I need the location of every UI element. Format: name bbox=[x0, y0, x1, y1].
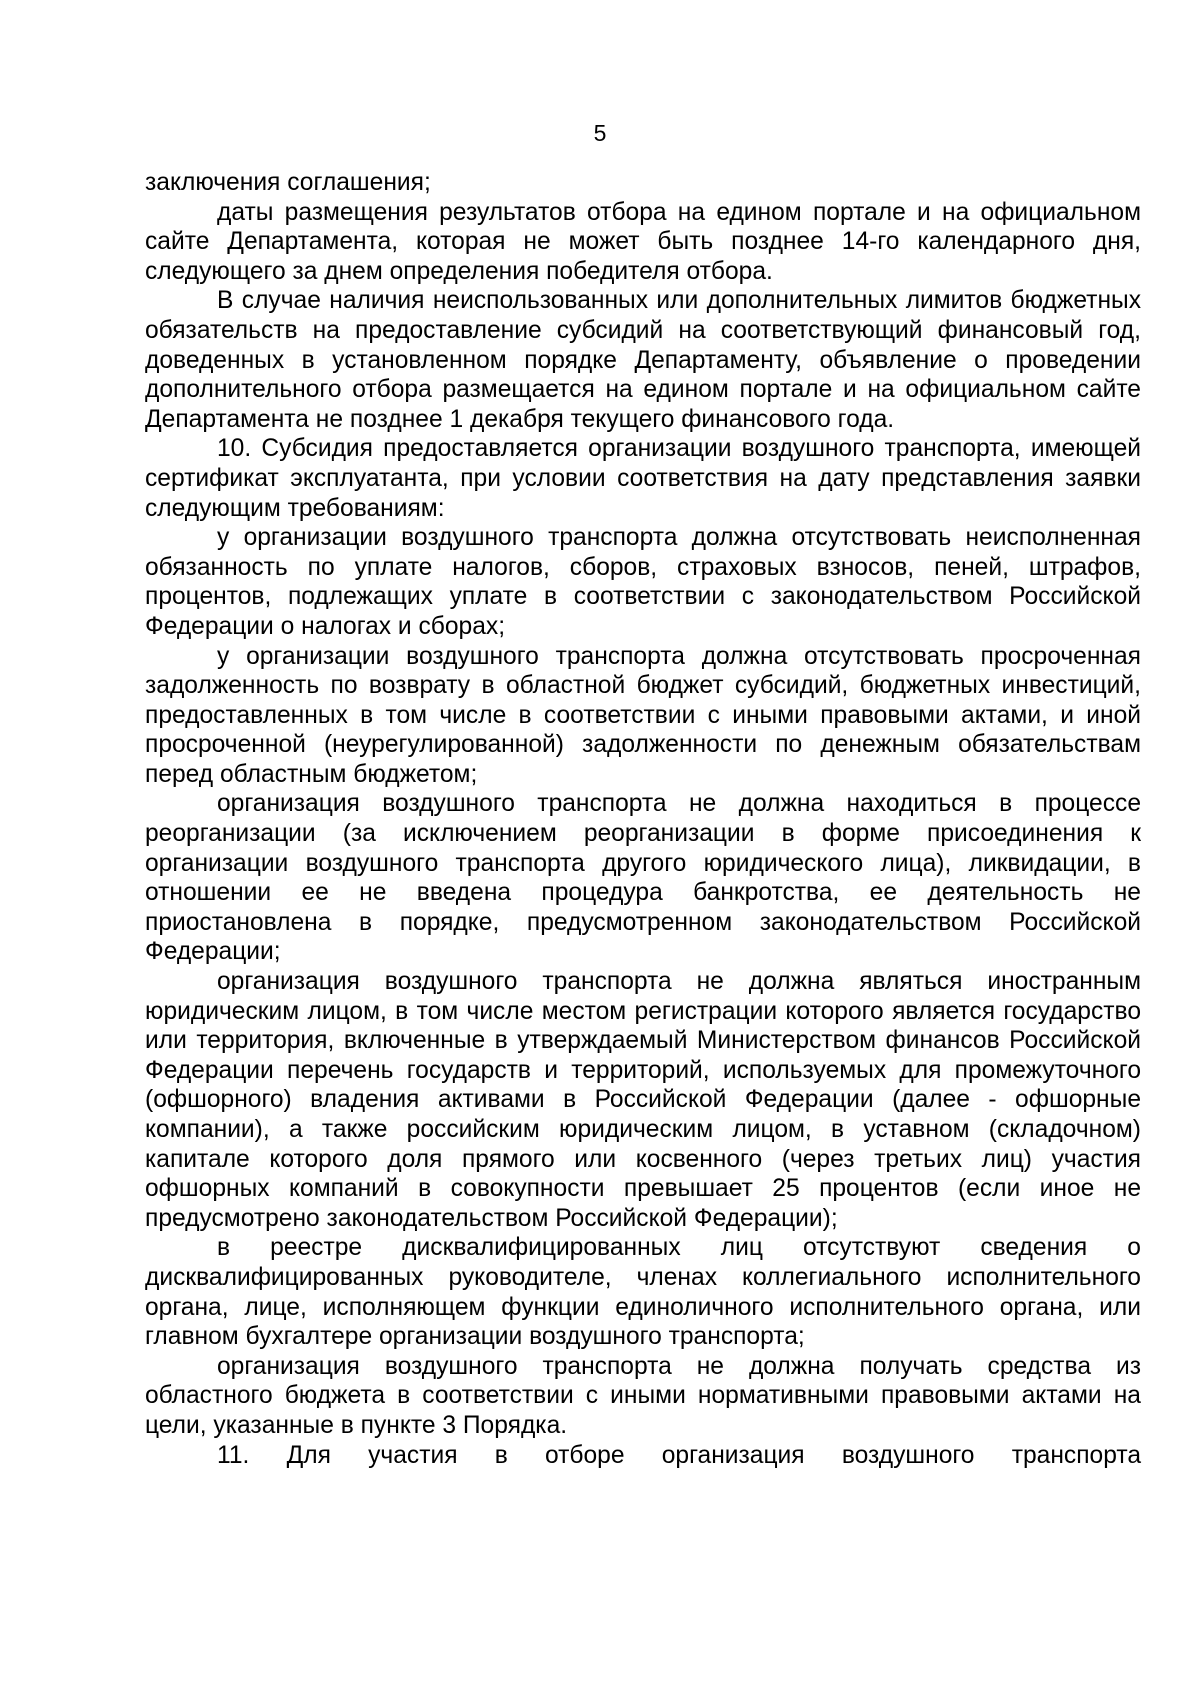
document-body bbox=[145, 168, 1141, 1470]
paragraph-item-10: 10. Субсидия предоставляется организации воздушного транспорта, имеющей сертификат эксплуатанта, при условии соответствия на дату представления заявки следующим требованиям: bbox=[145, 435, 1141, 522]
paragraph-requirement-offshore: организация воздушного транспорта не должна являться иностранным юридическим лицом, в том числе местом регистрации которого является государство или территория, включенные в утверждаемый Министерством финансов Российской Федерации перечень государств и территорий, используемых для промежуточного (офшорного) владения активами в Российской Федерации (далее - офшорные компании), а также российским юридическим лицом, в уставном (складочном) капитале которого доля прямого или косвенного (через третьих лиц) участия офшорных компаний в совокупности превышает 25 процентов (если иное не предусмотрено законодательством Российской Федерации); bbox=[145, 968, 1141, 1232]
paragraph-additional-selection: В случае наличия неиспользованных или дополнительных лимитов бюджетных обязательств на предоставление субсидий на соответствующий финансовый год, доведенных в установленном порядке Департаменту, объявление о проведении дополнительного отбора размещается на едином портале и на официальном сайте Департамента не позднее 1 декабря текущего финансового года. bbox=[145, 287, 1141, 433]
paragraph-requirement-reorganization: организация воздушного транспорта не должна находиться в процессе реорганизации (за исключением реорганизации в форме присоединения к организации воздушного транспорта другого юридического лица), ликвидации, в отношении ее не введена процедура банкротства, ее деятельность не приостановлена в порядке, предусмотренном законодательством Российской Федерации; bbox=[145, 790, 1141, 966]
paragraph-requirement-disqualified: в реестре дисквалифицированных лиц отсутствуют сведения о дисквалифицированных руководителе, членах коллегиального исполнительного органа, лице, исполняющем функции единоличного исполнительного органа, или главном бухгалтере организации воздушного транспорта; bbox=[145, 1234, 1141, 1351]
paragraph-requirement-taxes: у организации воздушного транспорта должна отсутствовать неисполненная обязанность по уплате налогов, сборов, страховых взносов, пеней, штрафов, процентов, подлежащих уплате в соответствии с законодательством Российской Федерации о налогах и сборах; bbox=[145, 524, 1141, 640]
paragraph-results-date: даты размещения результатов отбора на едином портале и на официальном сайте Департамента, которая не может быть позднее 14-го календарного дня, следующего за днем определения победителя отбора. bbox=[145, 198, 1141, 285]
paragraph-agreement-conclusion: заключения соглашения; bbox=[145, 169, 431, 196]
paragraph-requirement-debt: у организации воздушного транспорта должна отсутствовать просроченная задолженность по возврату в областной бюджет субсидий, бюджетных инвестиций, предоставленных в том числе в соответствии с иными правовыми актами, и иной просроченной (неурегулированной) задолженности по денежным обязательствам перед областным бюджетом; bbox=[145, 642, 1141, 788]
paragraph-item-11: 11. Для участия в отборе организация воздушного транспорта bbox=[217, 1441, 1141, 1469]
page-number: 5 bbox=[593, 120, 607, 146]
paragraph-requirement-other-funds: организация воздушного транспорта не должна получать средства из областного бюджета в соответствии с иными нормативными правовыми актами на цели, указанные в пункте 3 Порядка. bbox=[145, 1352, 1141, 1439]
